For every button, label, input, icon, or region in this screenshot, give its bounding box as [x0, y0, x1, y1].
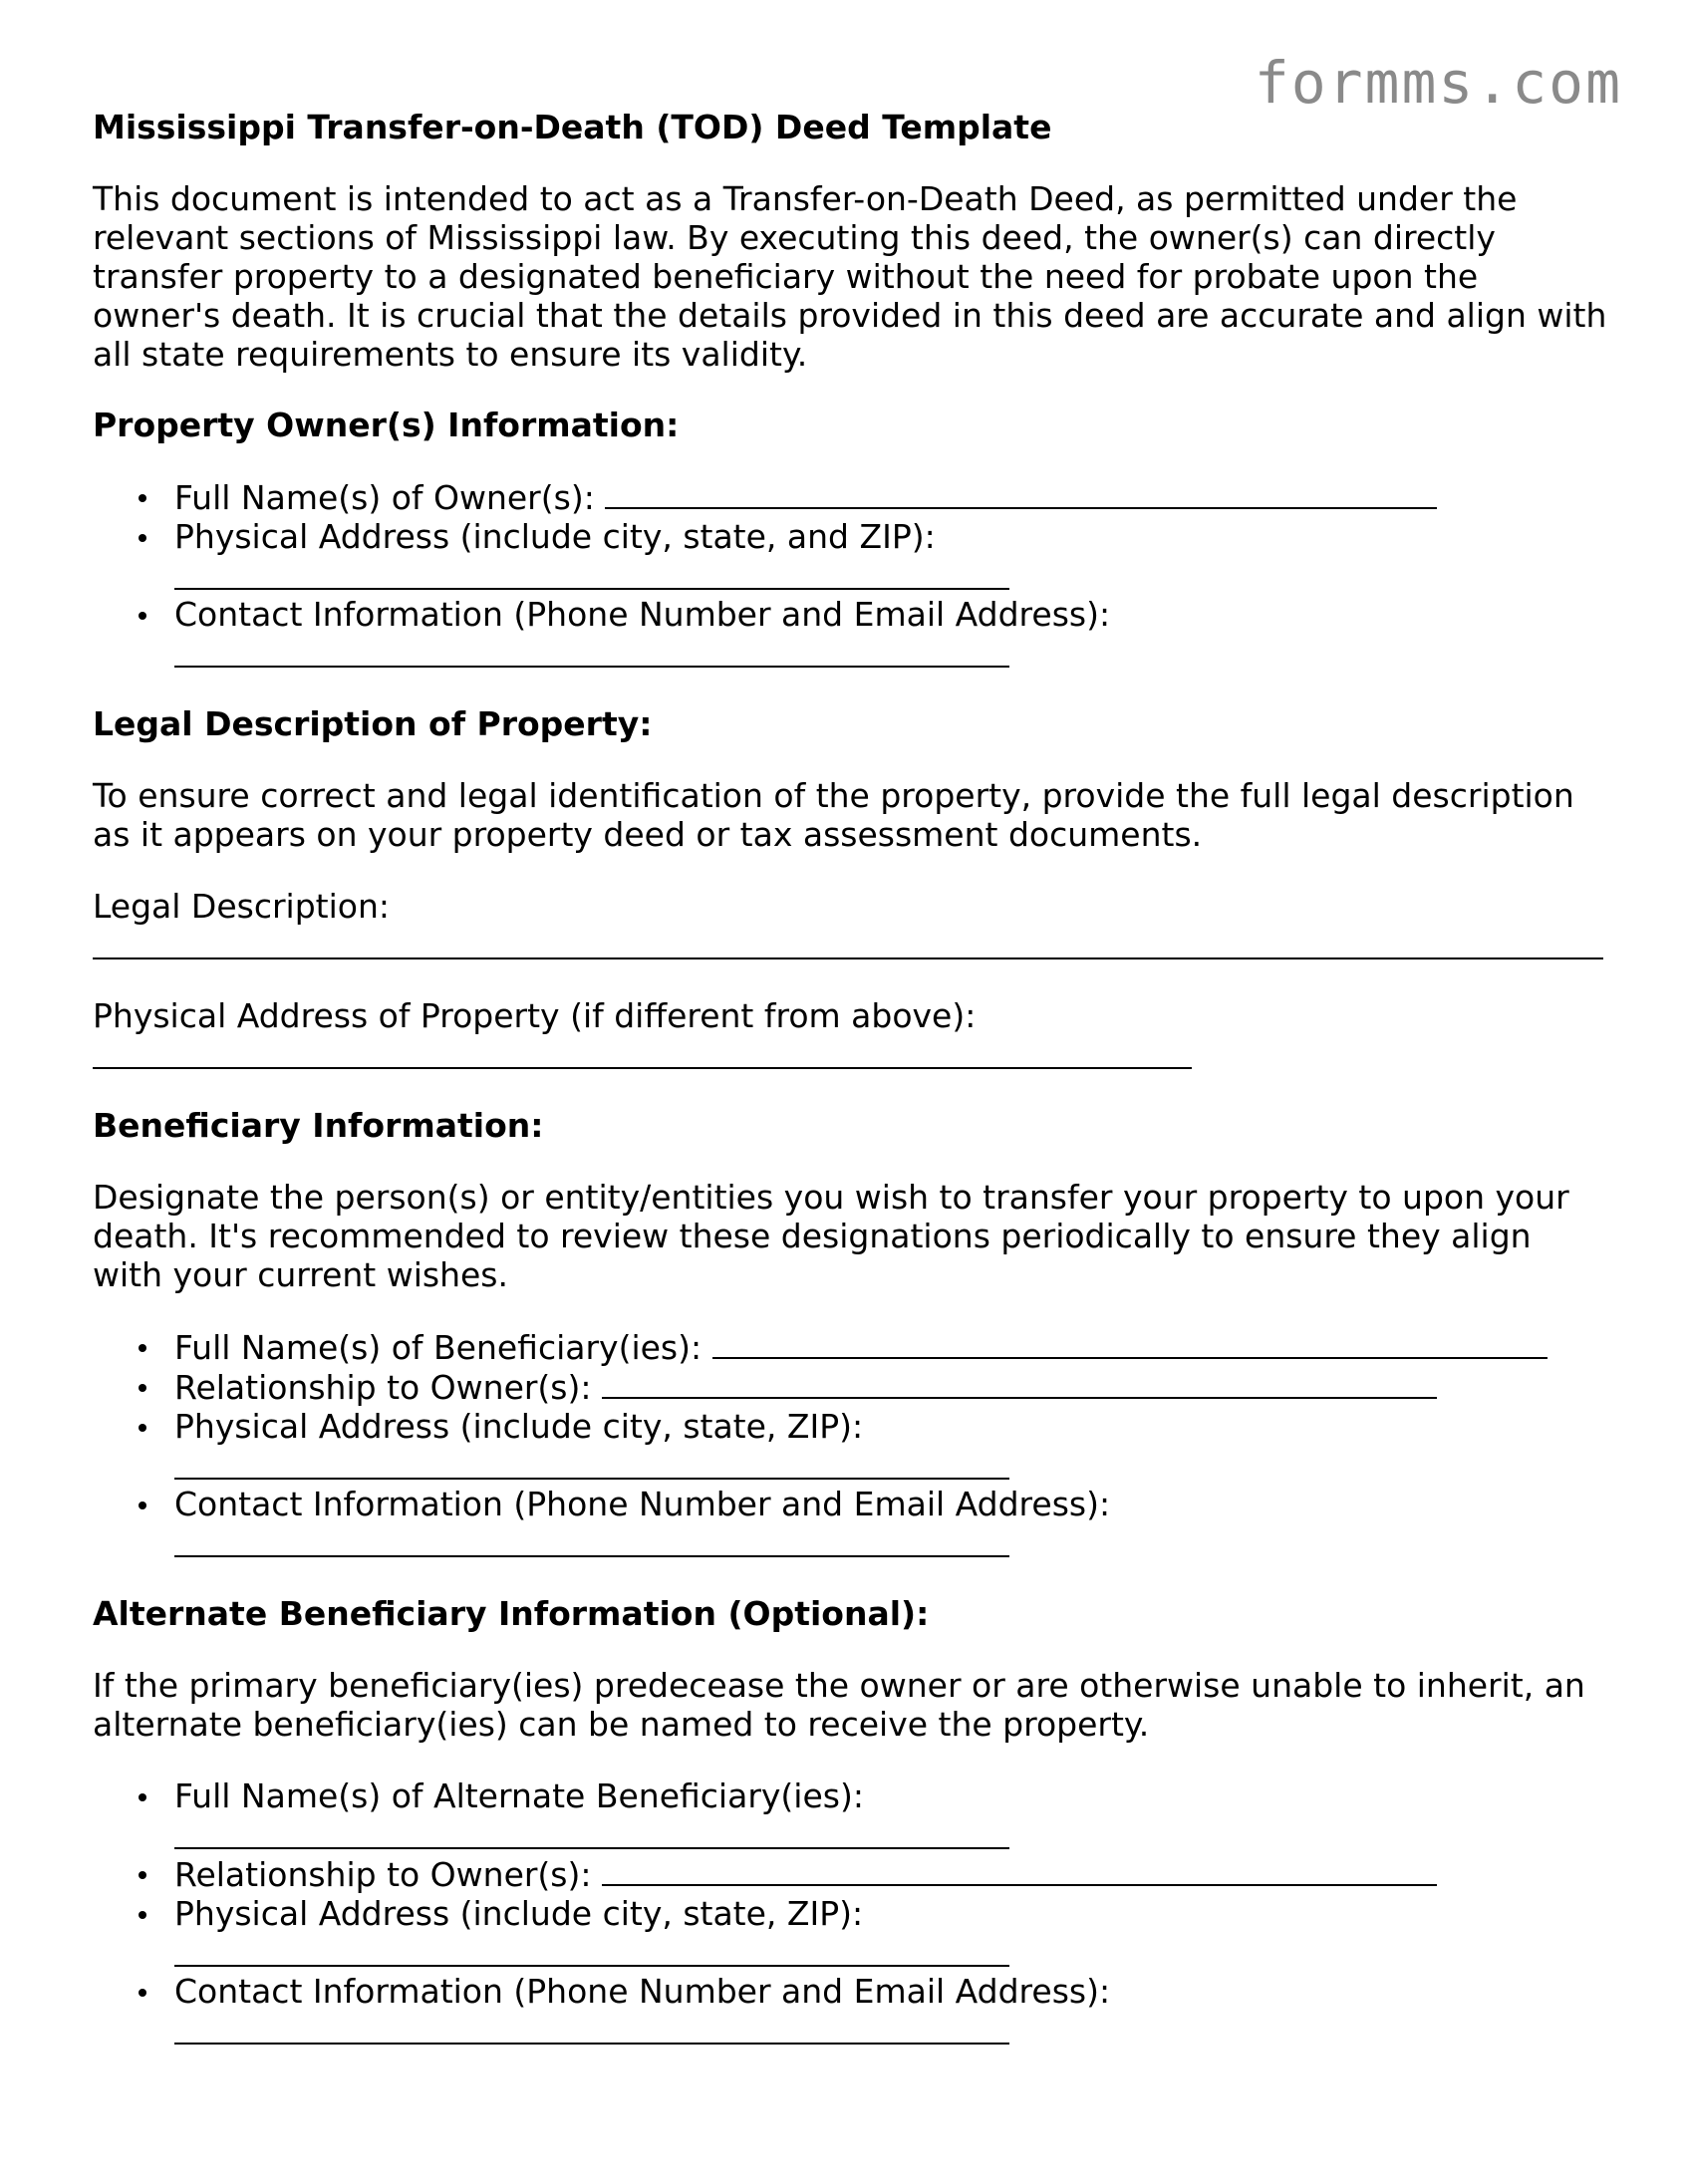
alternate-section-text: If the primary beneficiary(ies) predecease the owner or are otherwise unable to inherit, an alternate beneficiary(ies) can be named to receive the property.: [93, 1666, 1585, 1744]
alternate-full-name-label: Full Name(s) of Alternate Beneficiary(ies):: [174, 1776, 864, 1815]
alternate-full-name-item: [93, 1776, 1607, 1854]
alternate-address-label: Physical Address (include city, state, ZIP):: [174, 1894, 864, 1933]
beneficiary-section-text: Designate the person(s) or entity/entities you wish to transfer your property to upon your death. It's recommended to review these designations periodically to ensure they align with your current wishes.: [93, 1178, 1569, 1294]
beneficiary-section-heading: Beneficiary Information:: [93, 1106, 544, 1145]
beneficiary-fields-list: [93, 1327, 1607, 1562]
beneficiary-contact-item: [93, 1485, 1607, 1562]
beneficiary-full-name-label: Full Name(s) of Beneficiary(ies):: [174, 1328, 703, 1367]
alternate-full-name-field[interactable]: [174, 1817, 1009, 1849]
alternate-relationship-field[interactable]: [602, 1854, 1437, 1886]
beneficiary-full-name-item: [93, 1327, 1607, 1367]
beneficiary-address-item: [93, 1407, 1607, 1485]
owner-contact-label: Contact Information (Phone Number and Email Address):: [174, 595, 1111, 634]
alternate-fields-list: [93, 1776, 1607, 2049]
alternate-contact-field[interactable]: [174, 2013, 1009, 2045]
owner-full-name-item: [93, 477, 1607, 517]
document-page: [93, 108, 1607, 2049]
beneficiary-relationship-item: [93, 1367, 1607, 1407]
owner-address-label: Physical Address (include city, state, and ZIP):: [174, 517, 936, 556]
intro-paragraph: This document is intended to act as a Transfer-on-Death Deed, as permitted under the relevant sections of Mississippi law. By executing this deed, the owner(s) can directly transfer property to a designated beneficiary without the need for probate upon the owner's death. It is crucial that the details provided in this deed are accurate and align with all state requirements to ensure its validity.: [93, 179, 1607, 374]
legal-description-label: Legal Description:: [93, 887, 390, 926]
owner-contact-item: [93, 595, 1607, 673]
owner-fields-list: [93, 477, 1607, 673]
legal-description-field[interactable]: [93, 928, 1603, 959]
owner-contact-field[interactable]: [174, 636, 1009, 668]
beneficiary-relationship-label: Relationship to Owner(s):: [174, 1368, 592, 1407]
alternate-contact-label: Contact Information (Phone Number and Email Address):: [174, 1972, 1111, 2011]
beneficiary-address-field[interactable]: [174, 1448, 1009, 1480]
watermark: formms.com: [1254, 49, 1622, 117]
beneficiary-full-name-field[interactable]: [712, 1327, 1547, 1359]
legal-section-text: To ensure correct and legal identification of the property, provide the full legal description as it appears on your property deed or tax assessment documents.: [93, 776, 1574, 854]
beneficiary-address-label: Physical Address (include city, state, ZIP):: [174, 1407, 864, 1446]
beneficiary-contact-label: Contact Information (Phone Number and Email Address):: [174, 1485, 1111, 1523]
owner-full-name-label: Full Name(s) of Owner(s):: [174, 478, 595, 517]
property-address-field[interactable]: [93, 1037, 1192, 1069]
alternate-address-field[interactable]: [174, 1935, 1009, 1967]
alternate-section-heading: Alternate Beneficiary Information (Optional):: [93, 1594, 930, 1633]
owner-section-heading: Property Owner(s) Information:: [93, 406, 680, 444]
page-title: Mississippi Transfer-on-Death (TOD) Deed Template: [93, 108, 1052, 146]
owner-address-field[interactable]: [174, 558, 1009, 590]
legal-section-heading: Legal Description of Property:: [93, 704, 653, 743]
beneficiary-relationship-field[interactable]: [602, 1367, 1437, 1399]
alternate-contact-item: [93, 1972, 1607, 2049]
owner-address-item: [93, 517, 1607, 595]
alternate-relationship-label: Relationship to Owner(s):: [174, 1855, 592, 1894]
owner-full-name-field[interactable]: [605, 477, 1437, 509]
alternate-relationship-item: [93, 1854, 1607, 1894]
beneficiary-contact-field[interactable]: [174, 1525, 1009, 1557]
alternate-address-item: [93, 1894, 1607, 1972]
property-address-label: Physical Address of Property (if different from above):: [93, 996, 977, 1035]
